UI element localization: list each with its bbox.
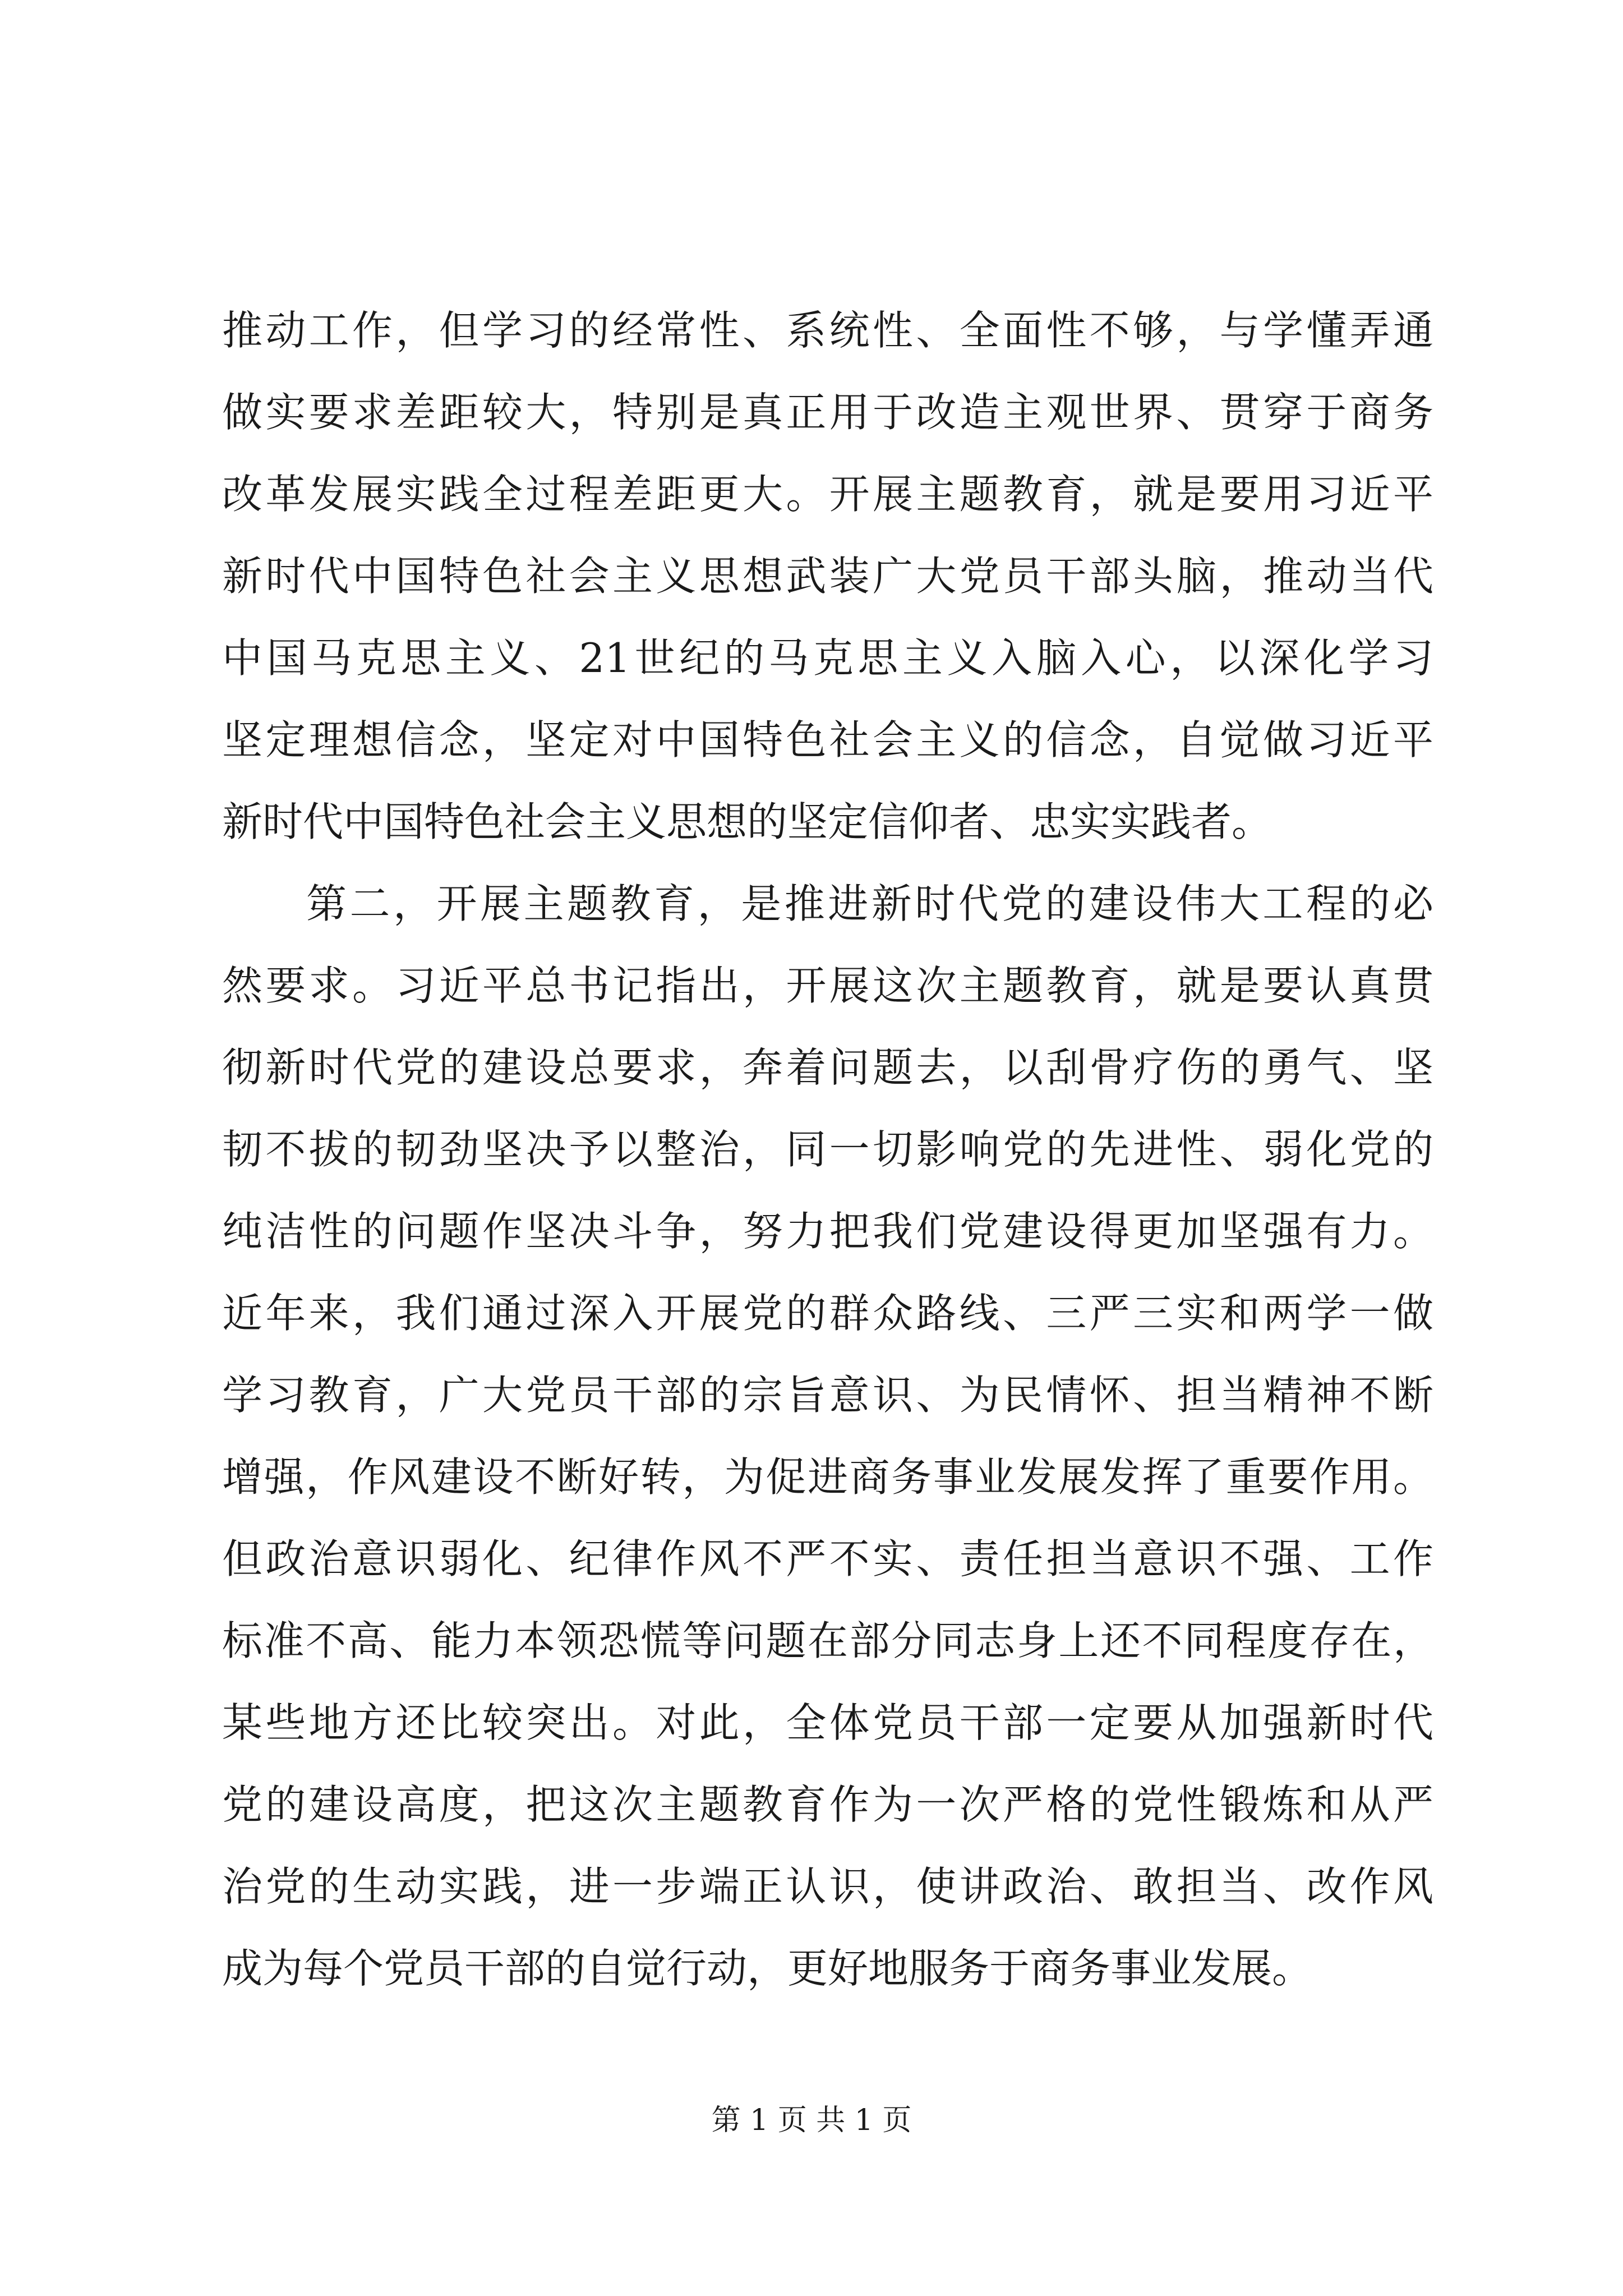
text-line: 彻新时代党的建设总要求，奔着问题去，以刮骨疗伤的勇气、坚	[222, 1044, 1433, 1091]
text-line: 治党的生动实践，进一步端正认识，使讲政治、敢担当、改作风	[222, 1863, 1433, 1910]
text-line: 改革发展实践全过程差距更大。开展主题教育，就是要用习近平	[222, 471, 1433, 518]
text-line: 成为每个党员干部的自觉行动，更好地服务于商务事业发展。	[222, 1945, 1313, 1992]
text-line: 做实要求差距较大，特别是真正用于改造主观世界、贯穿于商务	[222, 389, 1433, 436]
text-line: 中国马克思主义、21世纪的马克思主义入脑入心，以深化学习	[222, 634, 1433, 682]
text-line: 学习教育，广大党员干部的宗旨意识、为民情怀、担当精神不断	[222, 1372, 1433, 1419]
text-line: 然要求。习近平总书记指出，开展这次主题教育，就是要认真贯	[222, 962, 1433, 1009]
text-line: 韧不拔的韧劲坚决予以整治，同一切影响党的先进性、弱化党的	[222, 1126, 1433, 1173]
page-footer-indicator: 第 1 页 共 1 页	[711, 2104, 912, 2137]
text-line: 标准不高、能力本领恐慌等问题在部分同志身上还不同程度存在，	[222, 1617, 1433, 1664]
text-line: 纯洁性的问题作坚决斗争，努力把我们党建设得更加坚强有力。	[222, 1208, 1433, 1255]
text-line: 某些地方还比较突出。对此，全体党员干部一定要从加强新时代	[222, 1699, 1433, 1746]
text-line: 近年来，我们通过深入开展党的群众路线、三严三实和两学一做	[222, 1290, 1433, 1337]
text-line: 但政治意识弱化、纪律作风不严不实、责任担当意识不强、工作	[222, 1535, 1433, 1582]
text-line: 增强，作风建设不断好转，为促进商务事业发展发挥了重要作用。	[222, 1453, 1433, 1501]
text-line: 坚定理想信念，坚定对中国特色社会主义的信念，自觉做习近平	[222, 716, 1433, 763]
text-line: 推动工作，但学习的经常性、系统性、全面性不够，与学懂弄通	[222, 307, 1433, 354]
text-line: 党的建设高度，把这次主题教育作为一次严格的党性锻炼和从严	[222, 1781, 1433, 1828]
text-line: 新时代中国特色社会主义思想武装广大党员干部头脑，推动当代	[222, 553, 1433, 600]
text-line: 第二，开展主题教育，是推进新时代党的建设伟大工程的必	[306, 880, 1433, 927]
text-line: 新时代中国特色社会主义思想的坚定信仰者、忠实实践者。	[222, 798, 1272, 845]
